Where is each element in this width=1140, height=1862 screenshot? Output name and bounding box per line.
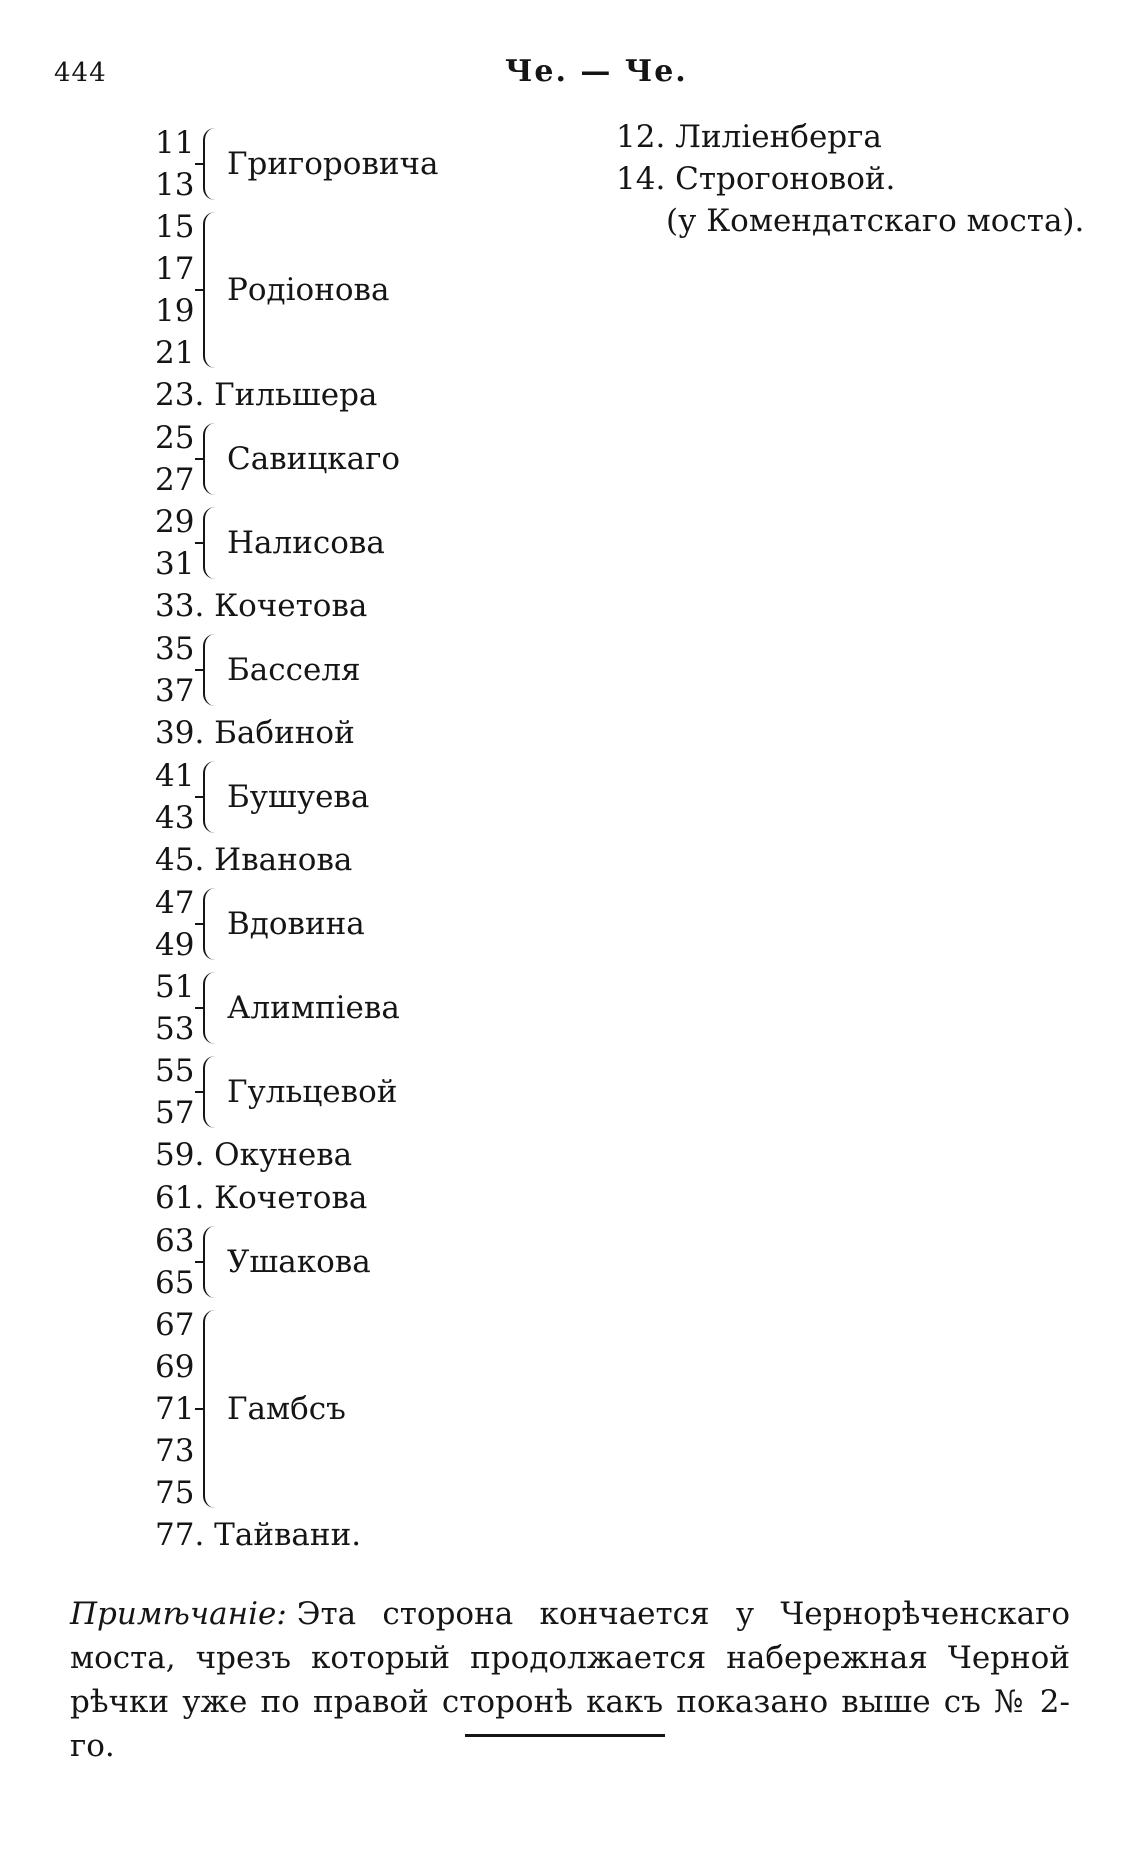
right-column-house-list (616, 116, 1084, 242)
house-number: 21 (155, 335, 195, 371)
note-text: Эта сторона кончается у Чернорѣченскаго моста, чрезъ который продолжается набережная Черной рѣчки уже по правой сторонѣ какъ показано выше съ № 2-го. (70, 1596, 1070, 1764)
brace-mark (203, 888, 215, 960)
brace-mark (203, 634, 215, 706)
house-number: 13 (155, 167, 195, 203)
brace-mark (203, 212, 215, 368)
house-entry (155, 1220, 615, 1304)
owner-name: Ушакова (227, 1244, 371, 1280)
house-number: 67 (155, 1307, 195, 1343)
house-number: 49 (155, 927, 195, 963)
house-number: 35 (155, 631, 195, 667)
house-entry (155, 585, 615, 628)
house-entry (155, 1050, 615, 1134)
note-label: Примѣчаніе: (70, 1596, 287, 1632)
house-number: 19 (155, 293, 195, 329)
house-number: 55 (155, 1053, 195, 1089)
house-entry (155, 966, 615, 1050)
house-number: 43 (155, 800, 195, 836)
house-number: 15 (155, 209, 195, 245)
brace-mark (203, 761, 215, 833)
owner-name: Алимпіева (227, 990, 400, 1026)
house-entry (155, 839, 615, 882)
house-entry (155, 882, 615, 966)
house-number: 25 (155, 420, 195, 456)
house-entry (155, 417, 615, 501)
right-entry: 14. Строгоновой. (616, 161, 896, 197)
brace-mark (203, 423, 215, 495)
owner-name: Гульцевой (227, 1074, 398, 1110)
house-number: 51 (155, 969, 195, 1005)
house-entry (155, 755, 615, 839)
owner-name: Родіонова (227, 272, 390, 308)
owner-name: Басселя (227, 652, 361, 688)
house-entry (155, 1134, 615, 1177)
entry-line: 33. Кочетова (155, 588, 368, 624)
house-entry (155, 712, 615, 755)
entry-line: 61. Кочетова (155, 1180, 368, 1216)
house-entry (155, 122, 615, 206)
house-number: 11 (155, 125, 195, 161)
house-number: 75 (155, 1475, 195, 1511)
owner-name: Григоровича (227, 146, 439, 182)
entry-line: 39. Бабиной (155, 715, 355, 751)
house-number: 63 (155, 1223, 195, 1259)
entry-line: 23. Гильшера (155, 377, 378, 413)
owner-name: Савицкаго (227, 441, 401, 477)
right-entry: 12. Лиліенберга (616, 119, 882, 155)
house-number: 53 (155, 1011, 195, 1047)
page-number: 444 (54, 58, 107, 88)
house-number: 31 (155, 546, 195, 582)
house-entry (155, 1304, 615, 1514)
house-entry (155, 374, 615, 417)
brace-mark (203, 1310, 215, 1508)
brace-mark (203, 1056, 215, 1128)
house-number: 71 (155, 1391, 195, 1427)
house-number: 65 (155, 1265, 195, 1301)
footnote (70, 1592, 1070, 1768)
house-number: 17 (155, 251, 195, 287)
entry-line: 77. Тайвани. (155, 1517, 362, 1553)
house-number: 37 (155, 673, 195, 709)
house-entry (155, 1514, 615, 1557)
entry-line: 45. Иванова (155, 842, 353, 878)
entry-line: 59. Окунева (155, 1137, 353, 1173)
house-entry (155, 628, 615, 712)
brace-mark (203, 128, 215, 200)
closing-rule (465, 1734, 665, 1737)
running-title: Че. — Че. (505, 54, 688, 89)
owner-name: Бушуева (227, 779, 370, 815)
right-entry-note: (у Комендатскаго моста). (666, 203, 1085, 239)
house-number: 29 (155, 504, 195, 540)
house-number: 69 (155, 1349, 195, 1385)
house-number: 57 (155, 1095, 195, 1131)
house-entry (155, 1177, 615, 1220)
owner-name: Вдовина (227, 906, 365, 942)
house-number: 27 (155, 462, 195, 498)
house-entry (155, 206, 615, 374)
house-entry (155, 501, 615, 585)
left-column-house-list (155, 122, 615, 1557)
house-number: 73 (155, 1433, 195, 1469)
owner-name: Гамбсъ (227, 1391, 346, 1427)
brace-mark (203, 972, 215, 1044)
brace-mark (203, 1226, 215, 1298)
house-number: 47 (155, 885, 195, 921)
brace-mark (203, 507, 215, 579)
house-number: 41 (155, 758, 195, 794)
owner-name: Налисова (227, 525, 385, 561)
